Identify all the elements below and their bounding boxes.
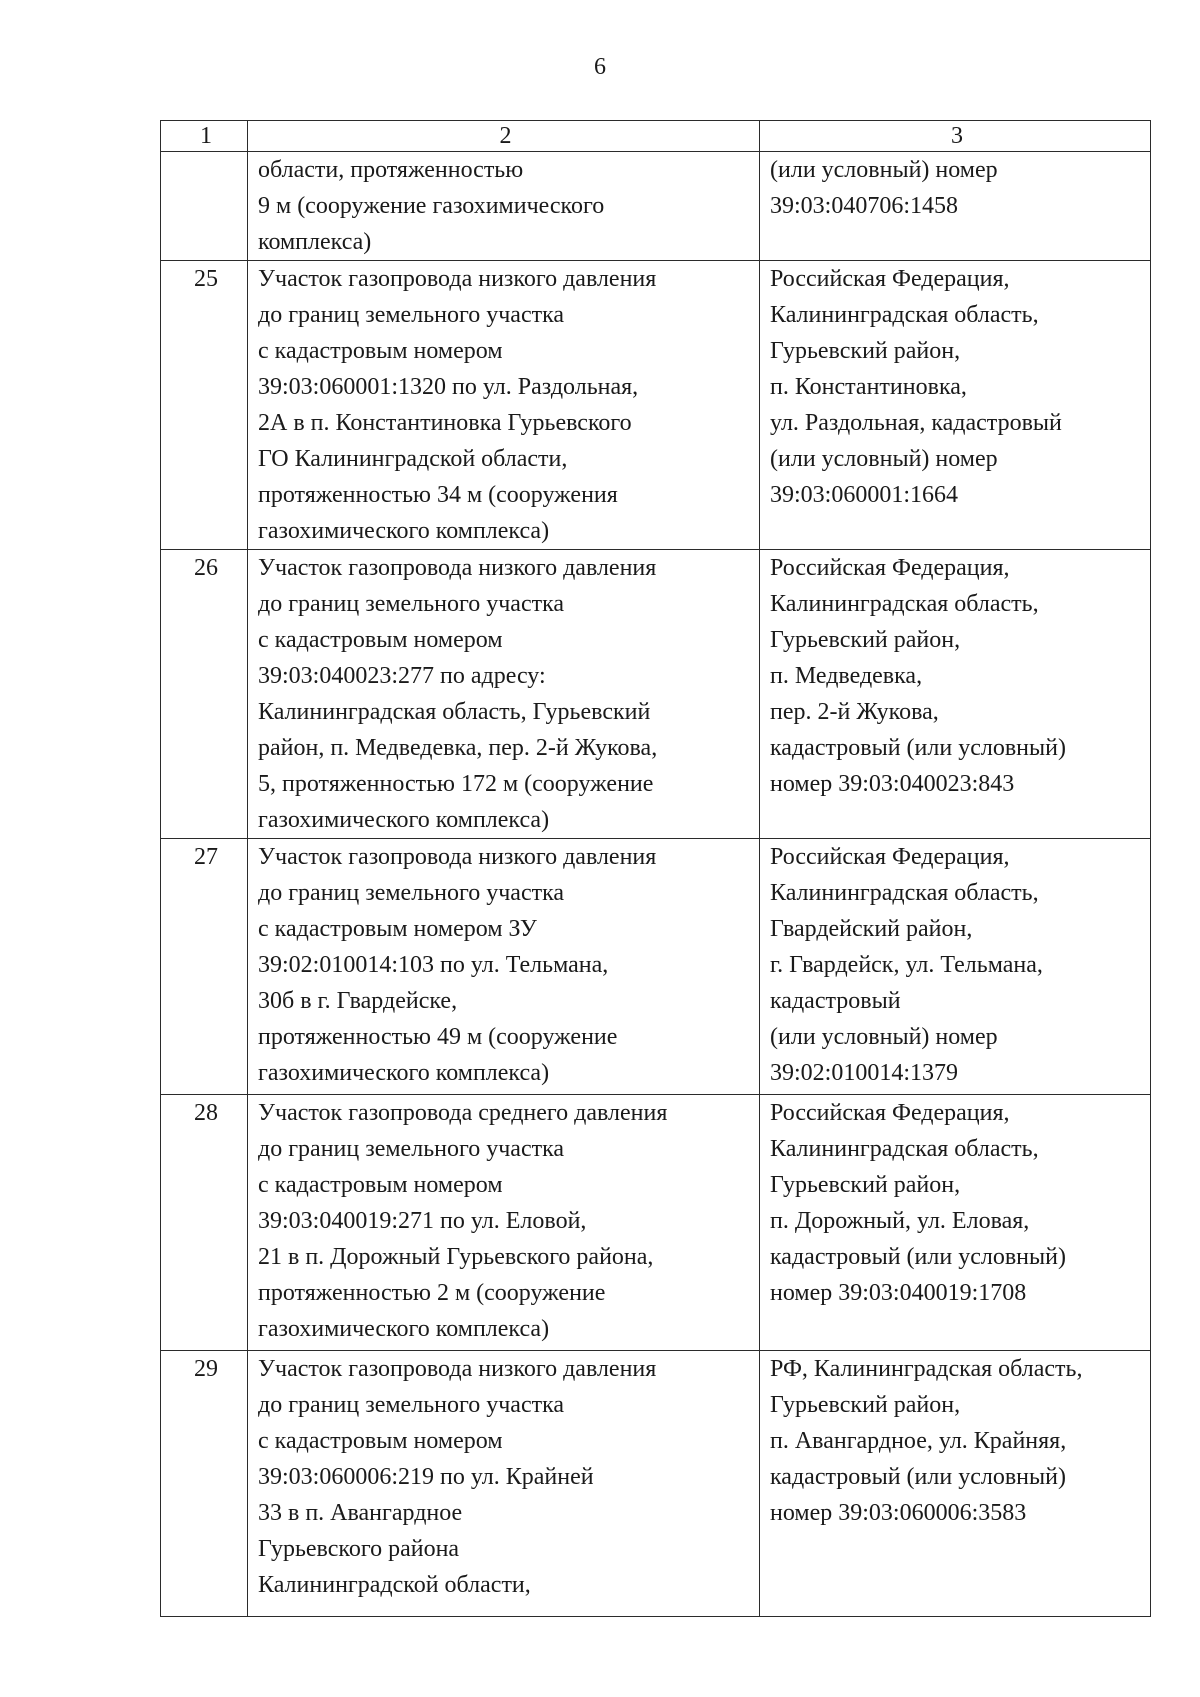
table-row [161,261,1151,550]
object-address: Российская Федерация, Калининградская область, Гурьевский район, п. Дорожный, ул. Еловая, кадастровый (или условный) номер 39:03:040019:1708 [760,1095,1151,1351]
table-row [161,550,1151,839]
object-description: области, протяженностью 9 м (сооружение газохимического комплекса) [248,152,760,261]
header-row [161,121,1151,152]
object-description: Участок газопровода низкого давления до границ земельного участка с кадастровым номером 39:03:060006:219 по ул. Крайней 33 в п. Авангардное Гурьевского района Калининградской области, [248,1351,760,1617]
object-address: Российская Федерация, Калининградская область, Гурьевский район, п. Медведевка, пер. 2-й Жукова, кадастровый (или условный) номер 39:03:040023:843 [760,550,1151,839]
object-description: Участок газопровода низкого давления до границ земельного участка с кадастровым номером ЗУ 39:02:010014:103 по ул. Тельмана, 30б в г. Гвардейске, протяженностью 49 м (сооружение газохимического комплекса) [248,839,760,1095]
object-address: Российская Федерация, Калининградская область, Гурьевский район, п. Константиновка, ул. Раздольная, кадастровый (или условный) номер 39:03:060001:1664 [760,261,1151,550]
object-address: (или условный) номер 39:03:040706:1458 [760,152,1151,261]
row-number: 29 [161,1351,248,1617]
row-number: 28 [161,1095,248,1351]
table-row [161,839,1151,1095]
table-row [161,1351,1151,1617]
column-header: 3 [760,121,1151,152]
row-number: 25 [161,261,248,550]
object-description: Участок газопровода среднего давления до границ земельного участка с кадастровым номером 39:03:040019:271 по ул. Еловой, 21 в п. Дорожный Гурьевского района, протяженностью 2 м (сооружение газохимического комплекса) [248,1095,760,1351]
column-header: 2 [248,121,760,152]
page-number: 6 [594,54,606,80]
table-row [161,152,1151,261]
row-number: 27 [161,839,248,1095]
object-description: Участок газопровода низкого давления до границ земельного участка с кадастровым номером 39:03:040023:277 по адресу: Калининградская область, Гурьевский район, п. Медведевка, пер. 2-й Жукова, 5, протяженностью 172 м (сооружение газохимического комплекса) [248,550,760,839]
registry-table [160,120,1151,1617]
row-number: 26 [161,550,248,839]
object-description: Участок газопровода низкого давления до границ земельного участка с кадастровым номером 39:03:060001:1320 по ул. Раздольная, 2А в п. Константиновка Гурьевского ГО Калининградской области, протяженностью 34 м (сооружения газохимического комплекса) [248,261,760,550]
row-number [161,152,248,261]
object-address: РФ, Калининградская область, Гурьевский район, п. Авангардное, ул. Крайняя, кадастровый (или условный) номер 39:03:060006:3583 [760,1351,1151,1617]
column-header: 1 [161,121,248,152]
object-address: Российская Федерация, Калининградская область, Гвардейский район, г. Гвардейск, ул. Тельмана, кадастровый (или условный) номер 39:02:010014:1379 [760,839,1151,1095]
table-row [161,1095,1151,1351]
